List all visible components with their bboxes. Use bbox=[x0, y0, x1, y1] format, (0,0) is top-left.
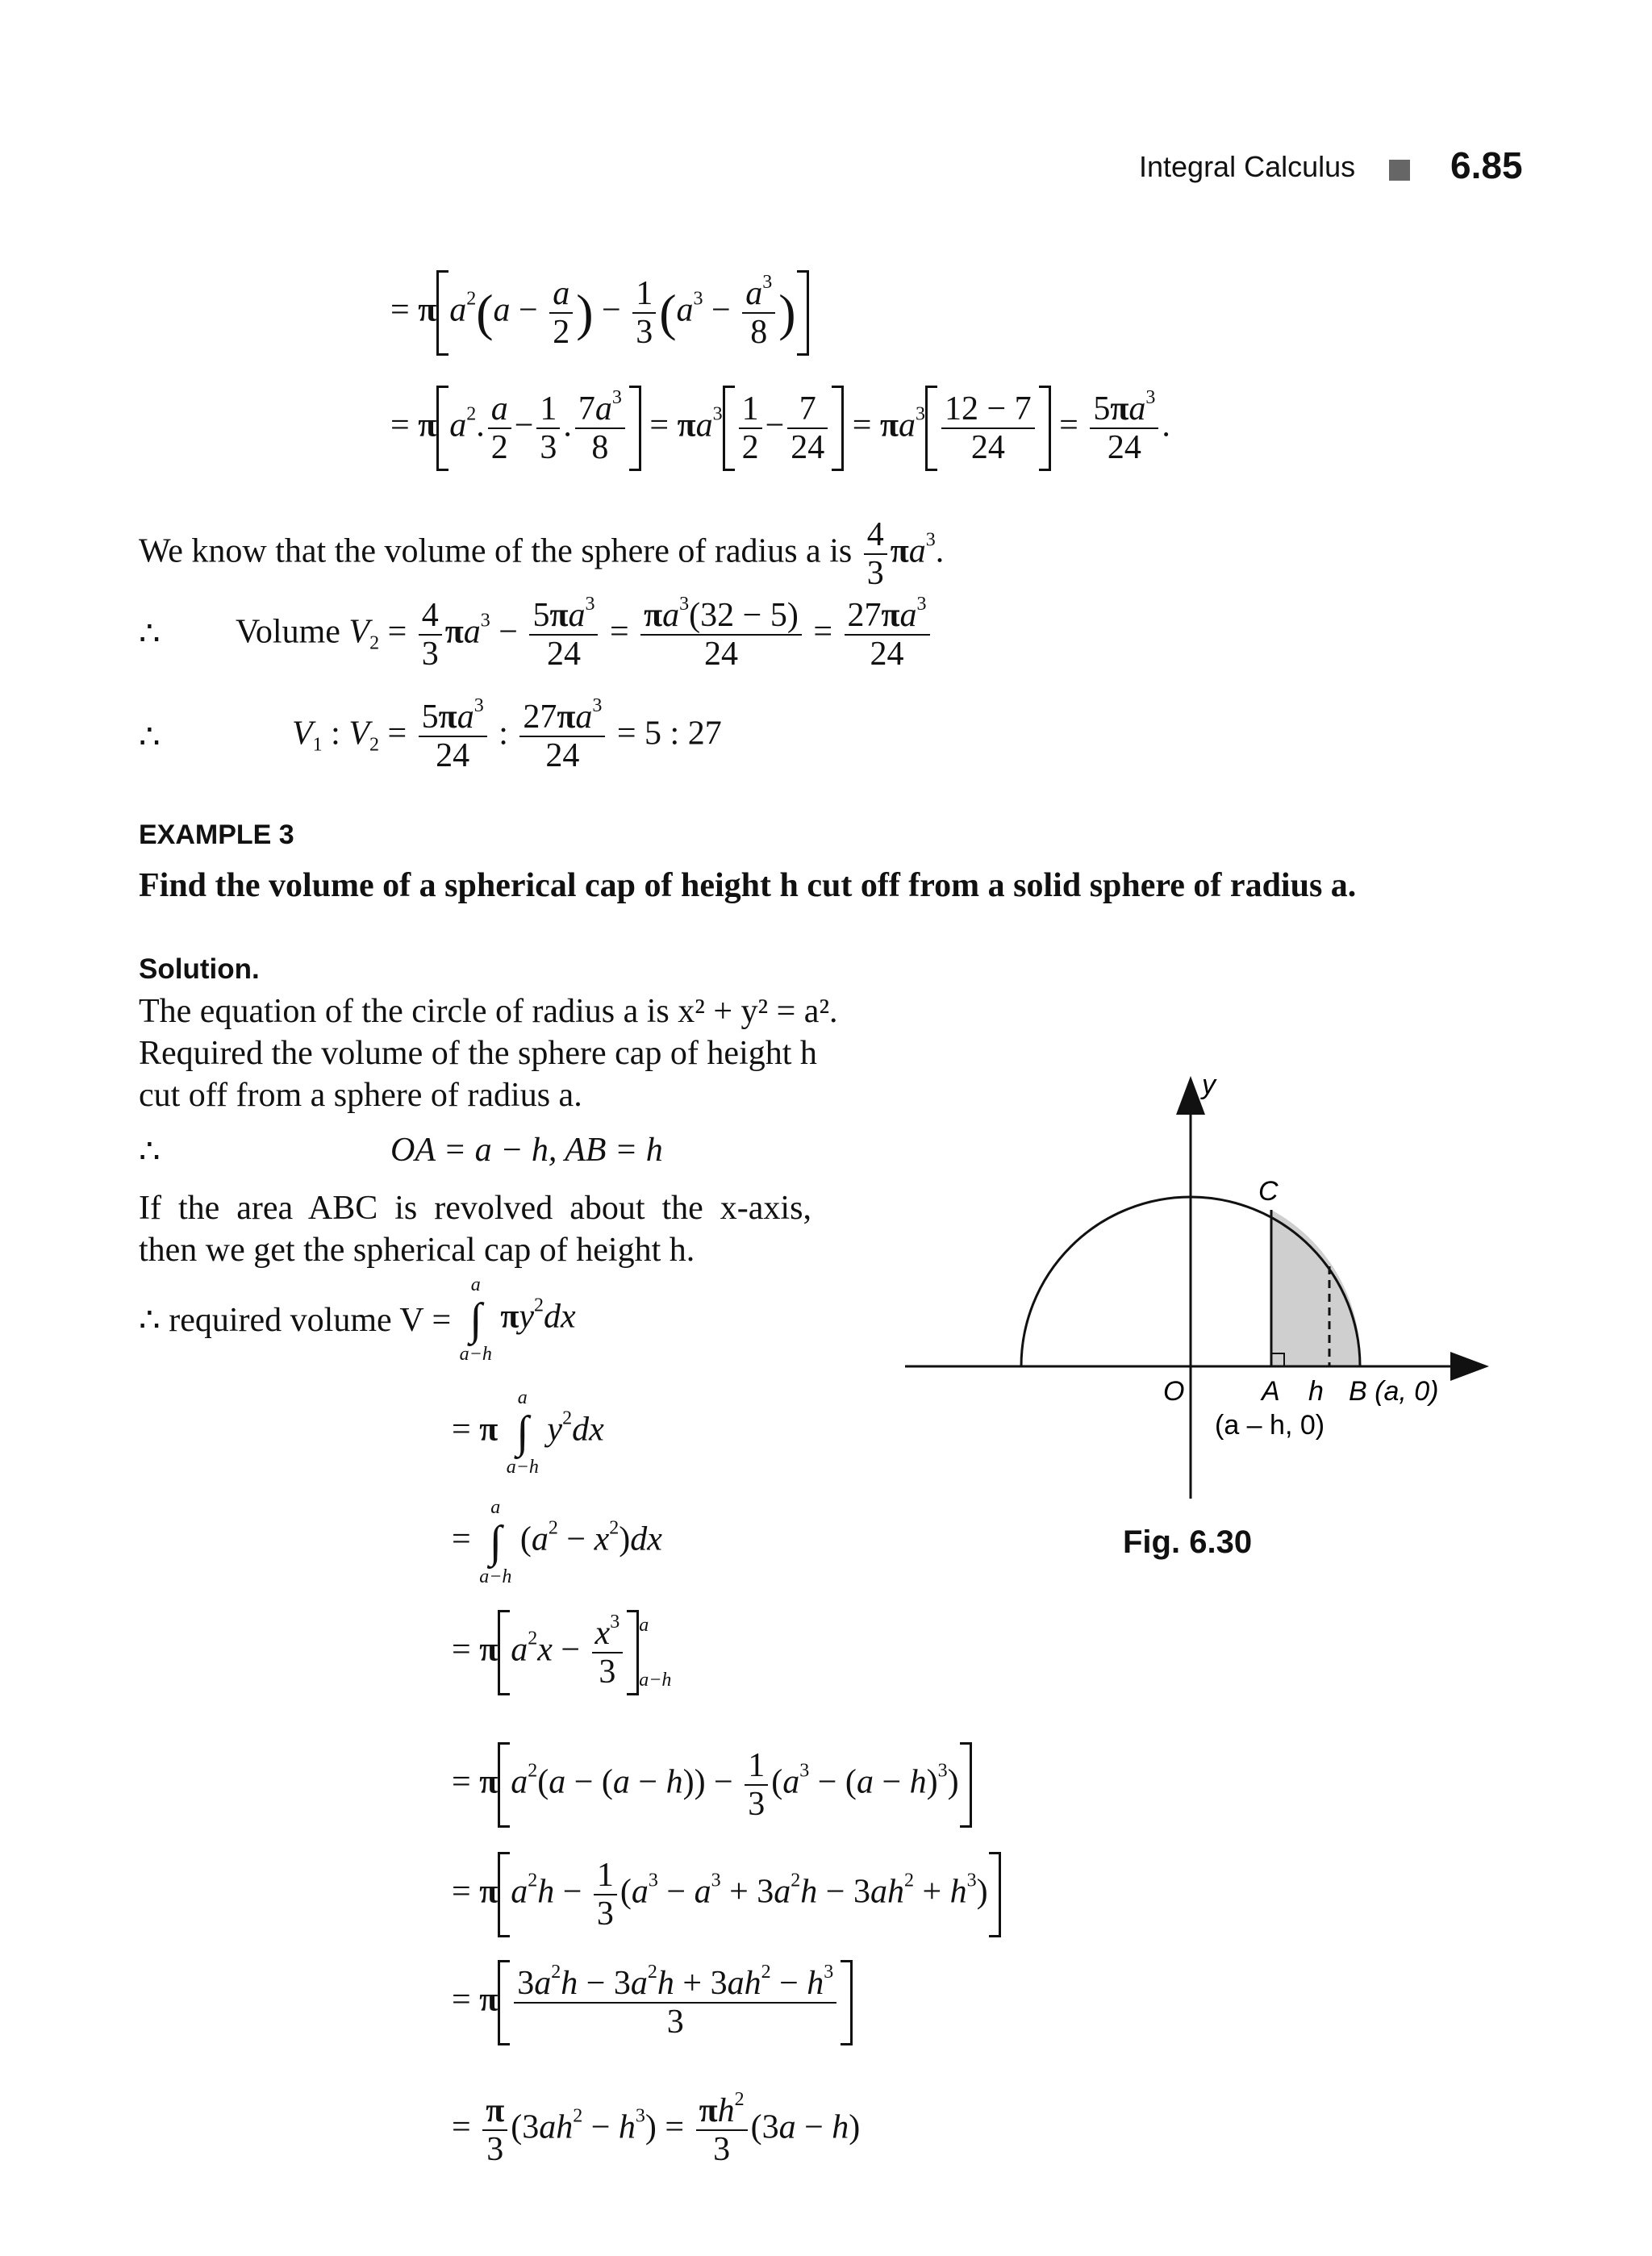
label-a: A bbox=[1262, 1376, 1280, 1407]
header-square-icon bbox=[1389, 160, 1410, 181]
label-a-coord: (a – h, 0) bbox=[1215, 1410, 1325, 1441]
integral-step-6: = π $\frac{3a^2h - 3a^2h + 3ah^2 - h^3}{3}$ bbox=[452, 1960, 853, 2045]
ratio-equation: $V_1$ : $V_2$ = $\frac{5\pi a^3}{24}$ : $\frac{27\pi a^3}{24}$ = 5 : 27 bbox=[292, 695, 722, 774]
volume-v2-equation: Volume $V_2$ = $\frac{4}{3}$ $\pi a^3$ − $\frac{5\pi a^3}{24}$ = $\frac{\pi a^3(32 - 5)}{24}$ = $\frac{27\pi a^3}{24}$ bbox=[236, 597, 933, 673]
revolve-line-1: If the area ABC is revolved about the x-axis, bbox=[139, 1190, 811, 1227]
page-number: 6.85 bbox=[1450, 144, 1523, 186]
equation-line-1: = π $a^2(a$ − $\frac{a}{2}$ ) − $\frac{1}{3}$ ($a^3$ − $\frac{a^3}{8}$ ) bbox=[390, 270, 809, 356]
label-c: C bbox=[1258, 1176, 1279, 1207]
sphere-volume-intro: We know that the volume of the sphere of radius a is $\frac{4}{3}$ $\pi a^3$. bbox=[139, 516, 945, 592]
integral-step-3: = π $a^2x$ − $\frac{x^3}{3}$ a a−h bbox=[452, 1610, 671, 1695]
volume-label: Volume bbox=[236, 613, 340, 651]
therefore-symbol-2: ∴ bbox=[139, 719, 161, 756]
solution-line-2: Required the volume of the sphere cap of height h bbox=[139, 1035, 817, 1072]
integral-step-1: = π a ∫ a−h $y^2dx$ bbox=[452, 1387, 604, 1478]
label-o: O bbox=[1163, 1376, 1185, 1407]
label-h: h bbox=[1308, 1376, 1324, 1407]
revolve-line-2: then we get the spherical cap of height h. bbox=[139, 1232, 695, 1269]
label-b: B (a, 0) bbox=[1349, 1376, 1439, 1407]
integral-step-2: = a ∫ a−h $(a^2 - x^2)dx$ bbox=[452, 1497, 662, 1587]
figure-caption: Fig. 6.30 bbox=[1123, 1524, 1253, 1560]
oa-ab-relation: OA = a − h, AB = h bbox=[390, 1132, 663, 1169]
integral-step-5: = π $a^2h$ − $\frac{1}{3}$ $(a^3 - a^3 + 3a^2h - 3ah^2 + h^3)$ bbox=[452, 1852, 1001, 1937]
required-volume-text: ∴ required volume V = bbox=[139, 1302, 452, 1339]
spherical-cap-figure bbox=[887, 1065, 1500, 1581]
integral-step-4: = π $a^2(a - (a - h))$ − $\frac{1}{3}$ $(a^3 - (a - h)^3)$ bbox=[452, 1742, 972, 1828]
therefore-symbol-3: ∴ bbox=[139, 1133, 161, 1170]
shaded-cap-region bbox=[1271, 1210, 1360, 1366]
integral-step-7: = $\frac{\pi}{3}$ $(3ah^2 - h^3)$ = $\frac{\pi h^2}{3}$ (3a − h) bbox=[452, 2089, 861, 2168]
solution-label: Solution. bbox=[139, 953, 260, 985]
label-y: y bbox=[1202, 1070, 1216, 1100]
example-label: EXAMPLE 3 bbox=[139, 819, 294, 850]
solution-line-3: cut off from a sphere of radius a. bbox=[139, 1077, 582, 1114]
problem-statement: Find the volume of a spherical cap of height h cut off from a solid sphere of radius a. bbox=[139, 867, 1357, 904]
running-header: Integral Calculus bbox=[1139, 150, 1356, 183]
therefore-symbol-1: ∴ bbox=[139, 615, 161, 653]
sphere-volume-text: We know that the volume of the sphere of radius a is bbox=[139, 532, 853, 570]
solution-line-1: The equation of the circle of radius a is x² + y² = a². bbox=[139, 993, 838, 1030]
equation-line-2: = π $a^2$. $\frac{a}{2}$ − $\frac{1}{3}$ . $\frac{7a^3}{8}$ = $\pi a^3$ $\frac{1}{2}$ − $\frac{7}{24}$ = $\pi a^3$ $\frac{12 - 7}{24}$ = $\frac{5\pi a^3}{24}$ . bbox=[390, 386, 1170, 471]
required-volume-equation: ∴ required volume V = a ∫ a−h $\pi y^2dx$ bbox=[139, 1274, 576, 1365]
